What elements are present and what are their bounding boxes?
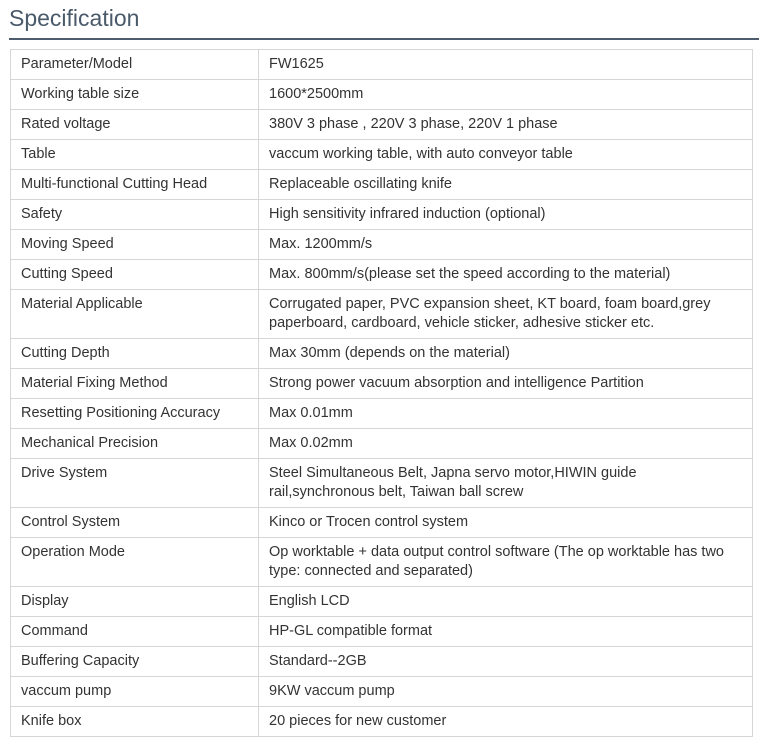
row-label: Rated voltage: [11, 110, 259, 140]
row-value: English LCD: [259, 587, 753, 617]
row-value: 9KW vaccum pump: [259, 677, 753, 707]
table-row: [11, 260, 753, 290]
row-label: Cutting Depth: [11, 339, 259, 369]
row-label: vaccum pump: [11, 677, 259, 707]
table-row: [11, 677, 753, 707]
row-value: Max. 800mm/s(please set the speed according to the material): [259, 260, 753, 290]
row-value: Strong power vacuum absorption and intelligence Partition: [259, 369, 753, 399]
row-value: HP-GL compatible format: [259, 617, 753, 647]
table-row: [11, 369, 753, 399]
table-row: [11, 50, 753, 80]
table-row: [11, 508, 753, 538]
table-row: [11, 399, 753, 429]
row-label: Material Fixing Method: [11, 369, 259, 399]
table-row: [11, 647, 753, 677]
row-value: Kinco or Trocen control system: [259, 508, 753, 538]
row-label: Operation Mode: [11, 538, 259, 587]
row-label: Moving Speed: [11, 230, 259, 260]
row-label: Command: [11, 617, 259, 647]
row-value: Max 0.02mm: [259, 429, 753, 459]
table-row: [11, 429, 753, 459]
row-label: Resetting Positioning Accuracy: [11, 399, 259, 429]
spec-table: [10, 49, 753, 737]
row-value: Steel Simultaneous Belt, Japna servo motor,HIWIN guide rail,synchronous belt, Taiwan ball screw: [259, 459, 753, 508]
row-value: Standard--2GB: [259, 647, 753, 677]
table-row: [11, 200, 753, 230]
table-row: [11, 170, 753, 200]
title-underline: [9, 38, 759, 40]
row-label: Safety: [11, 200, 259, 230]
row-label: Cutting Speed: [11, 260, 259, 290]
table-row: [11, 587, 753, 617]
row-label: Parameter/Model: [11, 50, 259, 80]
row-label: Drive System: [11, 459, 259, 508]
row-value: 1600*2500mm: [259, 80, 753, 110]
row-value: 20 pieces for new customer: [259, 707, 753, 737]
row-value: Max 0.01mm: [259, 399, 753, 429]
row-label: Buffering Capacity: [11, 647, 259, 677]
table-row: [11, 538, 753, 587]
table-row: [11, 617, 753, 647]
table-row: [11, 339, 753, 369]
table-row: [11, 707, 753, 737]
row-label: Knife box: [11, 707, 259, 737]
row-label: Mechanical Precision: [11, 429, 259, 459]
row-label: Display: [11, 587, 259, 617]
table-row: [11, 140, 753, 170]
row-label: Table: [11, 140, 259, 170]
table-row: [11, 80, 753, 110]
row-value: Replaceable oscillating knife: [259, 170, 753, 200]
row-value: FW1625: [259, 50, 753, 80]
row-value: vaccum working table, with auto conveyor table: [259, 140, 753, 170]
table-row: [11, 290, 753, 339]
section-title: Specification: [9, 5, 140, 31]
row-label: Material Applicable: [11, 290, 259, 339]
row-value: 380V 3 phase , 220V 3 phase, 220V 1 phase: [259, 110, 753, 140]
row-label: Working table size: [11, 80, 259, 110]
row-value: Max. 1200mm/s: [259, 230, 753, 260]
row-value: Op worktable + data output control software (The op worktable has two type: connected and separated): [259, 538, 753, 587]
row-label: Control System: [11, 508, 259, 538]
row-value: Max 30mm (depends on the material): [259, 339, 753, 369]
table-row: [11, 230, 753, 260]
row-value: High sensitivity infrared induction (optional): [259, 200, 753, 230]
row-label: Multi-functional Cutting Head: [11, 170, 259, 200]
table-row: [11, 110, 753, 140]
row-value: Corrugated paper, PVC expansion sheet, KT board, foam board,grey paperboard, cardboard, vehicle sticker, adhesive sticker etc.: [259, 290, 753, 339]
table-row: [11, 459, 753, 508]
